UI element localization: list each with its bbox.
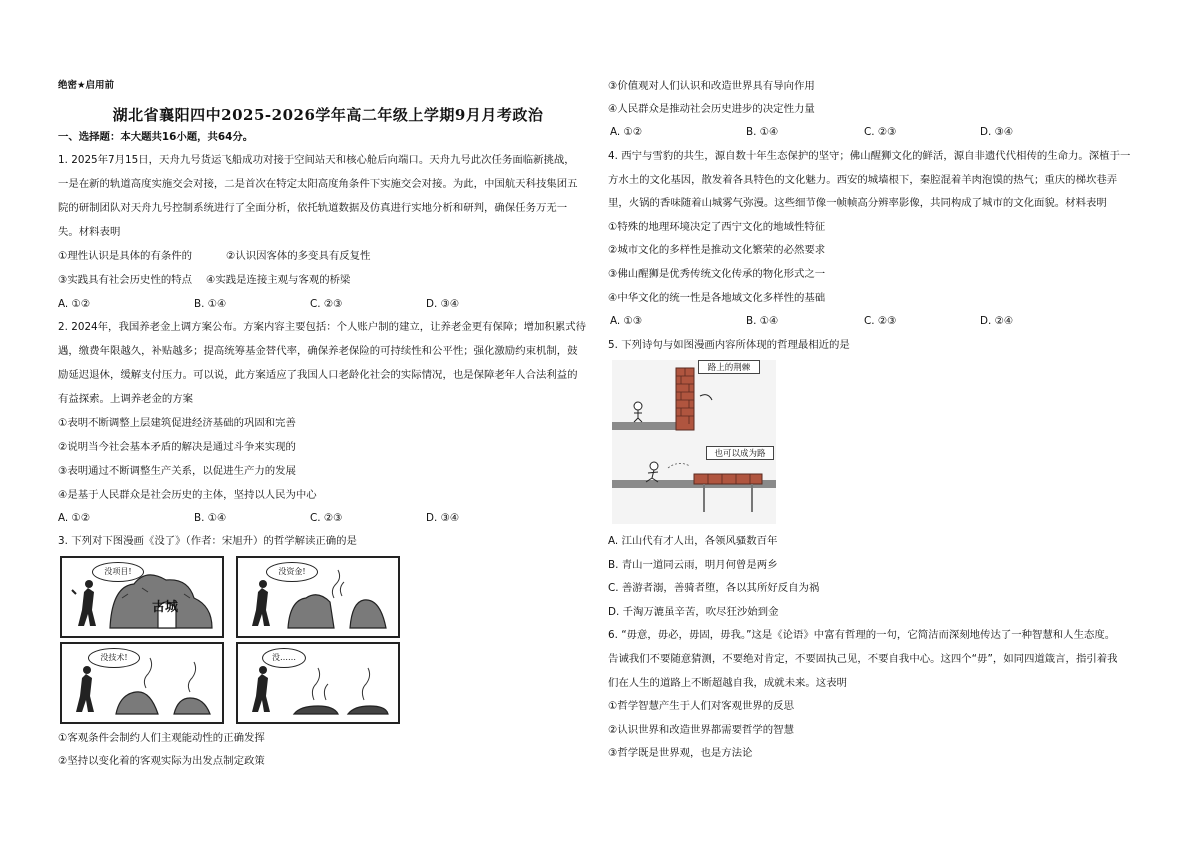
comic-panel-3	[60, 642, 224, 724]
q1-line-3: 院的研制团队对天舟九号控制系统进行了全面分析，依托轨道数据及仿真进行实地分析和研判，确保任务万无一	[58, 202, 568, 214]
secret-label: 绝密★启用前	[58, 80, 115, 91]
q5-label-bottom: 也可以成为路	[706, 446, 774, 460]
gucheng-label: 古城	[152, 600, 179, 615]
q3-statement-4: ④人民群众是推动社会历史进步的决定性力量	[608, 103, 815, 115]
section-heading: 一、选择题：本大题共16小题，共64分。	[58, 131, 254, 143]
q5-option-c[interactable]: C. 善游者溺，善骑者堕，各以其所好反自为祸	[608, 582, 820, 594]
q1-line-4: 失。材料表明	[58, 226, 121, 238]
q2-option-d[interactable]: D. ③④	[426, 512, 460, 524]
q4-line-2: 方水土的文化基因，散发着各具特色的文化魅力。西安的城墙根下，秦腔混着羊肉泡馍的热气；重庆的梯坎巷弄	[608, 174, 1118, 186]
q1-statement-2: ②认识因客体的多变具有反复性	[226, 250, 371, 262]
q2-statement-2: ②说明当今社会基本矛盾的解决是通过斗争来实现的	[58, 441, 296, 453]
q5-option-d[interactable]: D. 千淘万漉虽辛苦，吹尽狂沙始到金	[608, 606, 779, 618]
q3-statement-1: ①客观条件会制约人们主观能动性的正确发挥	[58, 732, 265, 744]
q5-stem: 5. 下列诗句与如图漫画内容所体现的哲理最相近的是	[608, 339, 850, 351]
q4-statement-2: ②城市文化的多样性是推动文化繁荣的必然要求	[608, 244, 826, 256]
q5-label-top: 路上的荆棘	[698, 360, 760, 374]
q4-option-b[interactable]: B. ①④	[746, 315, 779, 327]
comic-panel-2	[236, 556, 400, 638]
q3-option-b[interactable]: B. ①④	[746, 126, 779, 138]
q1-option-b[interactable]: B. ①④	[194, 298, 227, 310]
q3-stem: 3. 下列对下图漫画《没了》（作者：宋旭升）的哲学解读正确的是	[58, 535, 357, 547]
q5-cartoon-art	[612, 360, 776, 524]
q3-statement-3: ③价值观对人们认识和改造世界具有导向作用	[608, 80, 815, 92]
q4-option-c[interactable]: C. ②③	[864, 315, 897, 327]
q2-statement-3: ③表明通过不断调整生产关系，以促进生产力的发展	[58, 465, 296, 477]
q6-statement-3: ③哲学既是世界观，也是方法论	[608, 747, 753, 759]
q4-statement-1: ①特殊的地理环境决定了西宁文化的地域性特征	[608, 221, 826, 233]
q2-option-a[interactable]: A. ①②	[58, 512, 91, 524]
q3-option-a[interactable]: A. ①②	[610, 126, 643, 138]
q5-option-a[interactable]: A. 江山代有才人出，各领风骚数百年	[608, 535, 778, 547]
comic-bubble-2: 没资金!	[266, 562, 318, 582]
q3-comic	[60, 556, 400, 722]
comic-panel-4	[236, 642, 400, 724]
q1-line-1: 1. 2025年7月15日，天舟九号货运飞船成功对接于空间站天和核心舱后向端口。天舟九号此次任务面临新挑战，	[58, 154, 575, 166]
q4-line-1: 4. 西宁与雪豹的共生，源自数十年生态保护的坚守；佛山醒狮文化的鲜活，源自非遗代代相传的生命力。深植于一	[608, 150, 1131, 162]
comic-bubble-3: 没技术!	[88, 648, 140, 668]
q3-option-c[interactable]: C. ②③	[864, 126, 897, 138]
q1-statement-4: ④实践是连接主观与客观的桥梁	[206, 274, 351, 286]
q6-statement-2: ②认识世界和改造世界都需要哲学的智慧	[608, 724, 794, 736]
exam-title: 湖北省襄阳四中2025-2026学年高二年级上学期9月月考政治	[112, 106, 544, 124]
q1-statement-1: ①理性认识是具体的有条件的	[58, 250, 193, 262]
comic-panel-1	[60, 556, 224, 638]
q2-statement-1: ①表明不断调整上层建筑促进经济基础的巩固和完善	[58, 417, 296, 429]
q2-option-c[interactable]: C. ②③	[310, 512, 343, 524]
q4-option-d[interactable]: D. ②④	[980, 315, 1014, 327]
q1-option-d[interactable]: D. ③④	[426, 298, 460, 310]
q6-line-3: 们在人生的道路上不断超越自我，成就未来。这表明	[608, 677, 847, 689]
q5-option-b[interactable]: B. 青山一道同云雨，明月何曾是两乡	[608, 559, 778, 571]
comic-panel-2-art	[238, 558, 398, 636]
q4-option-a[interactable]: A. ①③	[610, 315, 643, 327]
q6-line-1: 6. “毋意，毋必，毋固，毋我。”这是《论语》中富有哲理的一句，它简洁而深刻地传达了一种智慧和人生态度。	[608, 629, 1116, 641]
q6-statement-1: ①哲学智慧产生于人们对客观世界的反思	[608, 700, 794, 712]
q1-option-c[interactable]: C. ②③	[310, 298, 343, 310]
q2-line-4: 有益探索。上调养老金的方案	[58, 393, 194, 405]
q6-line-2: 告诫我们不要随意猜测，不要绝对肯定，不要固执己见，不要自我中心。这四个“毋”，如同四道箴言，指引着我	[608, 653, 1118, 665]
q4-statement-4: ④中华文化的统一性是各地域文化多样性的基础	[608, 292, 826, 304]
q4-statement-3: ③佛山醒狮是优秀传统文化传承的物化形式之一	[608, 268, 826, 280]
q3-statement-2: ②坚持以变化着的客观实际为出发点制定政策	[58, 755, 265, 767]
q2-line-3: 励延迟退休，缓解支付压力。可以说，此方案适应了我国人口老龄化社会的实际情况，也是保障老年人合法利益的	[58, 369, 578, 381]
q5-cartoon	[612, 360, 776, 524]
q2-option-b[interactable]: B. ①④	[194, 512, 227, 524]
q2-line-2: 遇，缴费年限越久，补贴越多；提高统筹基金替代率，确保养老保险的可持续性和公平性；强化激励约束机制，鼓	[58, 345, 578, 357]
comic-bubble-1: 没项目!	[92, 562, 144, 582]
q2-statement-4: ④是基于人民群众是社会历史的主体，坚持以人民为中心	[58, 489, 317, 501]
q1-statement-3: ③实践具有社会历史性的特点	[58, 274, 193, 286]
q4-line-3: 里，火锅的香味随着山城雾气弥漫。这些细节像一帧帧高分辨率影像，共同构成了城市的文化面貌。材料表明	[608, 197, 1107, 209]
q2-line-1: 2. 2024年，我国养老金上调方案公布。方案内容主要包括：个人账户制的建立，让养老金更有保障；增加积累式待	[58, 321, 587, 333]
q1-option-a[interactable]: A. ①②	[58, 298, 91, 310]
comic-bubble-4: 没……	[262, 648, 306, 668]
q3-option-d[interactable]: D. ③④	[980, 126, 1014, 138]
comic-panel-3-art	[62, 644, 222, 722]
q1-line-2: 一是在新的轨道高度实施交会对接，二是首次在特定太阳高度角条件下实施交会对接。为此，中国航天科技集团五	[58, 178, 578, 190]
